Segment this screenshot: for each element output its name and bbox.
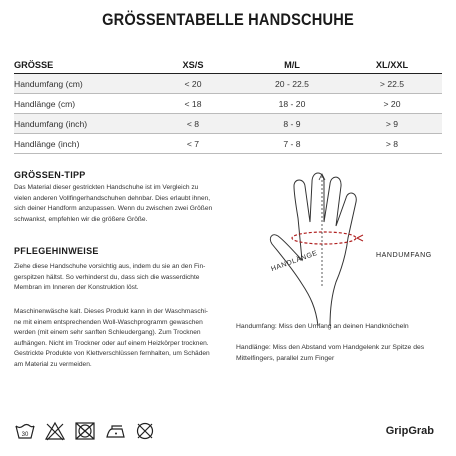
iron-low-icon (104, 421, 126, 441)
table-cell: 8 - 9 (242, 114, 342, 134)
table-cell: > 9 (342, 114, 442, 134)
text-line: Das Material dieser gestrickten Handschuhe ist im Vergleich zu (14, 184, 199, 191)
care-text-1 (14, 262, 229, 294)
text-line: sich deiner Handform anzupassen. Wenn du zwischen zwei Größen (14, 205, 213, 212)
circumference-arrow-icon (357, 235, 363, 241)
table-row (14, 114, 442, 134)
table-cell: 7 - 8 (242, 134, 342, 154)
text-line: vielen anderen Vollfingerhandschuhen dehnbar. Dies erlaubt ihnen, (14, 194, 211, 202)
table-cell: 18 - 20 (242, 94, 342, 114)
care-symbols (14, 420, 224, 442)
no-tumble-dry-icon (74, 421, 96, 441)
row-label: Handlänge (cm) (14, 94, 144, 114)
text-line: schwankst, empfehlen wir die größere Größe. (14, 215, 148, 223)
handlaenge-label: HANDLÄNGE (270, 249, 319, 274)
circumference-marker (292, 232, 356, 244)
wash-30-icon (14, 421, 36, 441)
table-cell: < 18 (144, 94, 242, 114)
text-line: am Material zu vermeiden. (14, 360, 92, 368)
header-xl-xxl: XL/XXL (342, 56, 442, 74)
row-label: Handumfang (cm) (14, 74, 144, 94)
size-table (14, 56, 442, 154)
text-line: werden (mit einem sehr sanften Schleudergang). Zum Trocknen (14, 329, 201, 336)
text-line: gerspitzen hältst. So verhinderst du, dass sich die wasserdichte (14, 273, 200, 281)
table-row (14, 94, 442, 114)
header-size: GRÖSSE (14, 56, 144, 74)
table-row (14, 134, 442, 154)
table-cell: < 7 (144, 134, 242, 154)
brand-logo: GripGrab (385, 425, 434, 437)
table-cell: 20 - 22.5 (242, 74, 342, 94)
handumfang-label: HANDUMFANG (376, 252, 432, 259)
no-bleach-icon (44, 421, 66, 441)
care-heading: PFLEGEHINWEISE (14, 246, 99, 256)
table-cell: > 8 (342, 134, 442, 154)
no-dry-clean-icon (134, 421, 156, 441)
text-line: Ziehe diese Handschuhe vorsichtig aus, indem du sie an den Fin- (14, 263, 206, 270)
header-m-l: M/L (242, 56, 342, 74)
hand-outline-icon (270, 173, 356, 326)
tip-heading: GRÖSSEN-TIPP (14, 170, 86, 180)
text-line: Mittelfingers, parallel zum Finger (236, 354, 335, 362)
table-cell: < 8 (144, 114, 242, 134)
page-title: GRÖSSENTABELLE HANDSCHUHE (102, 10, 354, 29)
text-line: aufhängen. Nicht im Trockner oder auf einem Heizkörper trocknen. (14, 339, 209, 347)
caption-handlaenge (236, 343, 446, 364)
text-line: Handlänge: Miss den Abstand vom Handgelenk zur Spitze des (236, 344, 425, 351)
care-text-2 (14, 307, 229, 370)
text-line: ne mit einem entsprechenden Woll-Waschprogramm gewaschen (14, 318, 203, 326)
hand-measurement-diagram (232, 158, 432, 328)
header-xs-s: XS/S (144, 56, 242, 74)
table-row (14, 74, 442, 94)
tip-text (14, 183, 229, 225)
text-line: Gestrickte Produkte von Klettverschlüssen fernhalten, um Schäden (14, 350, 210, 357)
row-label: Handumfang (inch) (14, 114, 144, 134)
table-header-row (14, 56, 442, 74)
caption-handumfang: Handumfang: Miss den Umfang an deinen Handknöcheln (236, 323, 409, 330)
wash-temp-label: 30 (21, 432, 29, 438)
table-cell: < 20 (144, 74, 242, 94)
text-line: Membran im Inneren der Konstruktion löst. (14, 284, 139, 291)
text-line: Maschinenwäsche kalt. Dieses Produkt kann in der Waschmaschi- (14, 308, 208, 315)
table-cell: > 20 (342, 94, 442, 114)
row-label: Handlänge (inch) (14, 134, 144, 154)
table-cell: > 22.5 (342, 74, 442, 94)
